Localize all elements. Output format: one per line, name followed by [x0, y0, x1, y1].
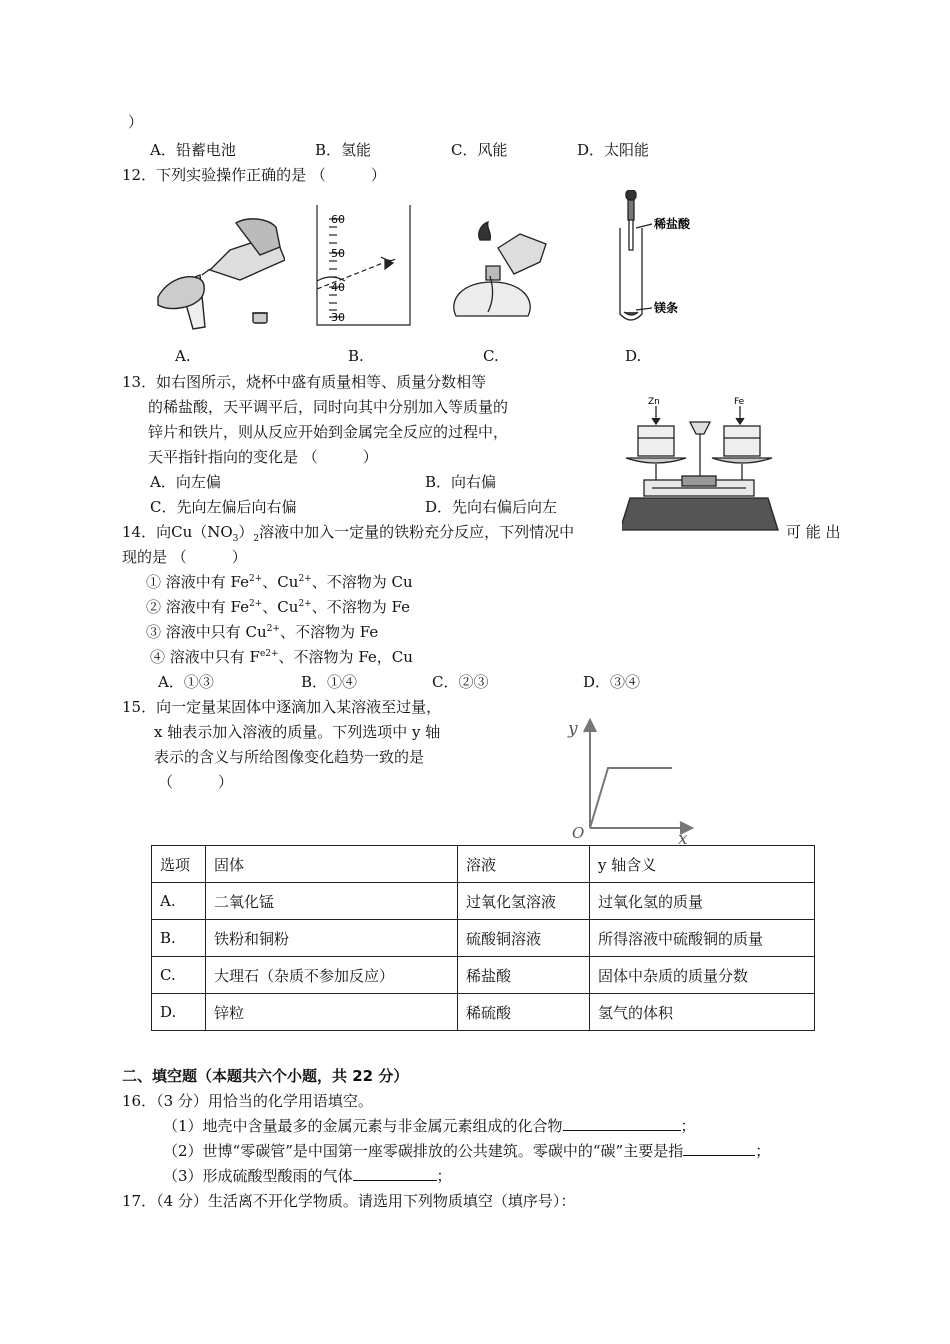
table-cell: D.	[152, 994, 206, 1031]
q11-option-a: A．铅蓄电池	[150, 141, 236, 159]
q16-part-2: （2）世博“零碳管”是中国第一座零碳排放的公共建筑。零碳中的“碳”主要是指 ；	[163, 1142, 771, 1160]
q14-line-2: 现的是 （ ）	[122, 548, 247, 566]
pouring-liquid-figure	[150, 205, 285, 330]
x-axis-label: x	[678, 829, 688, 845]
origin-label: O	[572, 824, 585, 842]
q13-line-4: 天平指针指向的变化是 （ ）	[148, 448, 378, 466]
tick-40: 40	[331, 281, 345, 294]
q13-option-c: C．先向左偏后向右偏	[150, 498, 297, 516]
alcohol-lamp-figure	[450, 220, 560, 325]
q14-statement-2: ② 溶液中有 $Fe^{2+}$、$Cu^{2+}$、不溶物为 Fe	[146, 598, 410, 616]
table-row	[152, 920, 815, 957]
table-row	[152, 994, 815, 1031]
table-cell: 稀盐酸	[458, 957, 590, 994]
q14-statement-1: ① 溶液中有 $Fe^{2+}$、$Cu^{2+}$、不溶物为 Cu	[146, 573, 413, 591]
q15-line-3: 表示的含义与所给图像变化趋势一致的是	[154, 748, 425, 766]
q14-option-b: B．①④	[301, 673, 358, 691]
q12-label-b: B.	[348, 347, 364, 365]
table-header: y 轴含义	[590, 846, 815, 883]
table-row	[152, 883, 815, 920]
graduated-cylinder-figure	[313, 205, 413, 327]
q13-option-d: D．先向右偏后向左	[425, 498, 558, 516]
hydrochloric-acid-label: 稀盐酸	[654, 217, 691, 231]
table-cell: 二氧化锰	[206, 883, 458, 920]
q11-option-b: B．氢能	[315, 141, 372, 159]
table-header: 选项	[152, 846, 206, 883]
table-cell: 锌粒	[206, 994, 458, 1031]
answer-blank[interactable]	[683, 1141, 755, 1156]
q12-label-a: A.	[175, 347, 191, 365]
q11-option-c: C．风能	[451, 141, 508, 159]
balance-figure	[622, 392, 782, 534]
table-cell: 过氧化氢的质量	[590, 883, 815, 920]
test-tube-figure	[610, 190, 705, 328]
q15-line-4: （ ）	[158, 773, 234, 791]
q14-statement-3: ③ 溶液中只有 $Cu^{2+}$、不溶物为 Fe	[146, 623, 379, 641]
q12-label-d: D.	[625, 347, 642, 365]
table-header-row	[152, 846, 815, 883]
answer-blank[interactable]	[563, 1116, 681, 1131]
fe-label: Fe	[734, 397, 745, 407]
q13-line-1: 13．如右图所示，烧杯中盛有质量相等、质量分数相等	[122, 373, 487, 391]
q12-stem: 12．下列实验操作正确的是 （ ）	[122, 166, 386, 184]
q15-line-1: 15．向一定量某固体中逐滴加入某溶液至过量，	[122, 698, 442, 716]
magnesium-label: 镁条	[654, 301, 679, 315]
q14-stem-tail: 可 能 出	[786, 523, 841, 541]
table-cell: C.	[152, 957, 206, 994]
table-cell: 氢气的体积	[590, 994, 815, 1031]
table-row	[152, 957, 815, 994]
table-cell: 铁粉和铜粉	[206, 920, 458, 957]
q15-options-table	[151, 845, 815, 1031]
q14-option-c: C．②③	[432, 673, 489, 691]
table-cell: 稀硫酸	[458, 994, 590, 1031]
q13-option-b: B．向右偏	[425, 473, 497, 491]
q14-statement-4: ④ 溶液中只有 $F^{e2+}$、不溶物为 Fe，Cu	[150, 648, 413, 666]
table-cell: 大理石（杂质不参加反应）	[206, 957, 458, 994]
q17-stem: 17．（4 分）生活离不开化学物质。请选用下列物质填空（填序号）：	[122, 1192, 576, 1210]
table-cell: A.	[152, 883, 206, 920]
q14-option-d: D．③④	[583, 673, 641, 691]
q13-line-3: 锌片和铁片，则从反应开始到金属完全反应的过程中，	[148, 423, 509, 441]
q16-part-3: （3）形成硫酸型酸雨的气体 ；	[163, 1167, 452, 1185]
q14-stem: 14．向$Cu(NO_3)_2$溶液中加入一定量的铁粉充分反应，下列情况中	[122, 523, 575, 544]
q15-trend-graph	[560, 710, 710, 845]
table-cell: 固体中杂质的质量分数	[590, 957, 815, 994]
section-2-title: 二、填空题（本题共六个小题，共 22 分）	[122, 1067, 409, 1085]
q16-part-1: （1）地壳中含量最多的金属元素与非金属元素组成的化合物 ；	[163, 1117, 696, 1135]
q16-stem: 16．（3 分）用恰当的化学用语填空。	[122, 1092, 373, 1110]
table-cell: 所得溶液中硫酸铜的质量	[590, 920, 815, 957]
q13-option-a: A．向左偏	[150, 473, 221, 491]
tick-50: 50	[331, 247, 345, 260]
q11-option-d: D．太阳能	[577, 141, 650, 159]
table-cell: 过氧化氢溶液	[458, 883, 590, 920]
q11-tail: ）	[128, 113, 144, 131]
table-cell: 硫酸铜溶液	[458, 920, 590, 957]
y-axis-label: y	[568, 719, 578, 739]
table-header: 溶液	[458, 846, 590, 883]
q14-option-a: A．①③	[158, 673, 214, 691]
q12-label-c: C.	[483, 347, 499, 365]
answer-blank[interactable]	[353, 1166, 437, 1181]
q13-line-2: 的稀盐酸，天平调平后，同时向其中分别加入等质量的	[148, 398, 509, 416]
table-header: 固体	[206, 846, 458, 883]
tick-30: 30	[331, 311, 345, 324]
q15-line-2: x 轴表示加入溶液的质量。下列选项中 y 轴	[154, 723, 441, 741]
table-cell: B.	[152, 920, 206, 957]
zn-label: Zn	[648, 397, 660, 407]
tick-60: 60	[331, 213, 345, 226]
